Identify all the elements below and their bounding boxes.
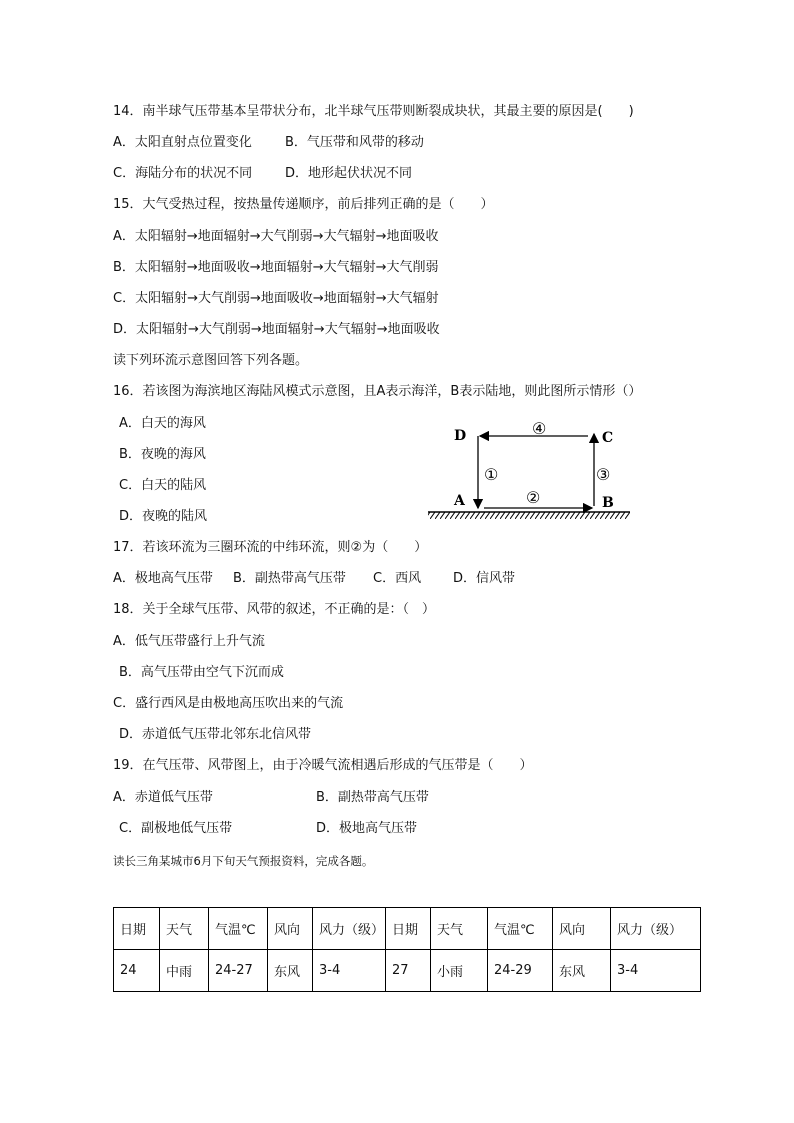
corner-a: A [454,493,465,509]
corner-d: D [454,428,467,444]
header-cell: 气温℃ [209,908,268,950]
q17-option-d[interactable]: D．信风带 [453,571,516,586]
corner-b: B [602,495,614,511]
q16-option-b[interactable]: B．夜晚的海风 [119,447,206,462]
table-cell: 24-29 [488,950,553,992]
weather-header-row [114,908,701,950]
weather-table [113,907,701,992]
table-cell: 24 [114,950,160,992]
q16-option-d[interactable]: D．夜晚的陆风 [119,509,208,524]
q14-options-row2 [113,164,412,184]
q16-option-a[interactable]: A．白天的海风 [119,416,206,431]
q17-options-row [113,569,515,589]
q14-option-b[interactable]: B．气压带和风带的移动 [285,135,424,150]
intro-circulation: 读下列环流示意图回答下列各题。 [113,353,309,368]
q18-option-c[interactable]: C．盛行西风是由极地高压吹出来的气流 [113,696,344,711]
q14-option-c[interactable]: C．海陆分布的状况不同 [113,166,253,181]
q14-options-row1 [113,133,424,153]
q16-option-c[interactable]: C．白天的陆风 [119,478,207,493]
q17-stem: 17．若该环流为三圈环流的中纬环流，则②为（ ） [113,540,428,555]
q14-option-a[interactable]: A．太阳直射点位置变化 [113,135,252,150]
header-cell: 日期 [386,908,431,950]
q14-stem: 14．南半球气压带基本呈带状分布，北半球气压带则断裂成块状，其最主要的原因是( ) [113,104,634,119]
circulation-diagram [420,414,640,526]
q18-option-b[interactable]: B．高气压带由空气下沉而成 [119,665,284,680]
q18-option-a[interactable]: A．低气压带盛行上升气流 [113,634,265,649]
label-4: ④ [532,419,547,438]
q15-stem: 15．大气受热过程，按热量传递顺序，前后排列正确的是（ ） [113,197,494,212]
header-cell: 日期 [114,908,160,950]
q15-option-d[interactable]: D．太阳辐射→大气削弱→地面辐射→大气辐射→地面吸收 [113,322,440,337]
header-cell: 气温℃ [488,908,553,950]
table-cell: 东风 [553,950,611,992]
ground-hatch [428,512,630,519]
table-cell: 3-4 [611,950,701,992]
q15-option-b[interactable]: B．太阳辐射→地面吸收→地面辐射→大气辐射→大气削弱 [113,260,439,275]
q16-stem: 16．若该图为海滨地区海陆风模式示意图，且A表示海洋，B表示陆地，则此图所示情形（） [113,384,642,399]
label-3: ③ [596,465,611,484]
table-cell: 小雨 [431,950,488,992]
q19-options-row1 [113,788,429,808]
q17-option-c[interactable]: C．西风 [373,571,422,586]
q19-option-c[interactable]: C．副极地低气压带 [119,821,233,836]
q19-option-b[interactable]: B．副热带高气压带 [316,790,429,805]
q19-options-row2 [119,819,417,839]
q15-option-c[interactable]: C．太阳辐射→大气削弱→地面吸收→地面辐射→大气辐射 [113,291,439,306]
table-cell: 东风 [268,950,313,992]
header-cell: 风力（级） [611,908,701,950]
label-1: ① [484,465,499,484]
q17-option-a[interactable]: A．极地高气压带 [113,571,213,586]
q15-option-a[interactable]: A．太阳辐射→地面辐射→大气削弱→大气辐射→地面吸收 [113,229,439,244]
table-cell: 27 [386,950,431,992]
q18-option-d[interactable]: D．赤道低气压带北邻东北信风带 [119,727,312,742]
q14-option-d[interactable]: D．地形起伏状况不同 [285,166,413,181]
table-cell: 24-27 [209,950,268,992]
header-cell: 风力（级） [313,908,386,950]
header-cell: 风向 [268,908,313,950]
table-cell: 3-4 [313,950,386,992]
q17-option-b[interactable]: B．副热带高气压带 [233,571,346,586]
q19-option-a[interactable]: A．赤道低气压带 [113,790,213,805]
table-row [114,950,701,992]
intro-weather: 读长三角某城市6月下旬天气预报资料，完成各题。 [113,854,374,868]
table-cell: 中雨 [160,950,209,992]
header-cell: 天气 [160,908,209,950]
q19-stem: 19．在气压带、风带图上，由于冷暖气流相遇后形成的气压带是（ ） [113,758,533,773]
label-2: ② [526,488,541,507]
q19-option-d[interactable]: D．极地高气压带 [316,821,418,836]
header-cell: 风向 [553,908,611,950]
header-cell: 天气 [431,908,488,950]
corner-c: C [602,430,614,446]
q18-stem: 18．关于全球气压带、风带的叙述，不正确的是：（ ） [113,602,436,617]
